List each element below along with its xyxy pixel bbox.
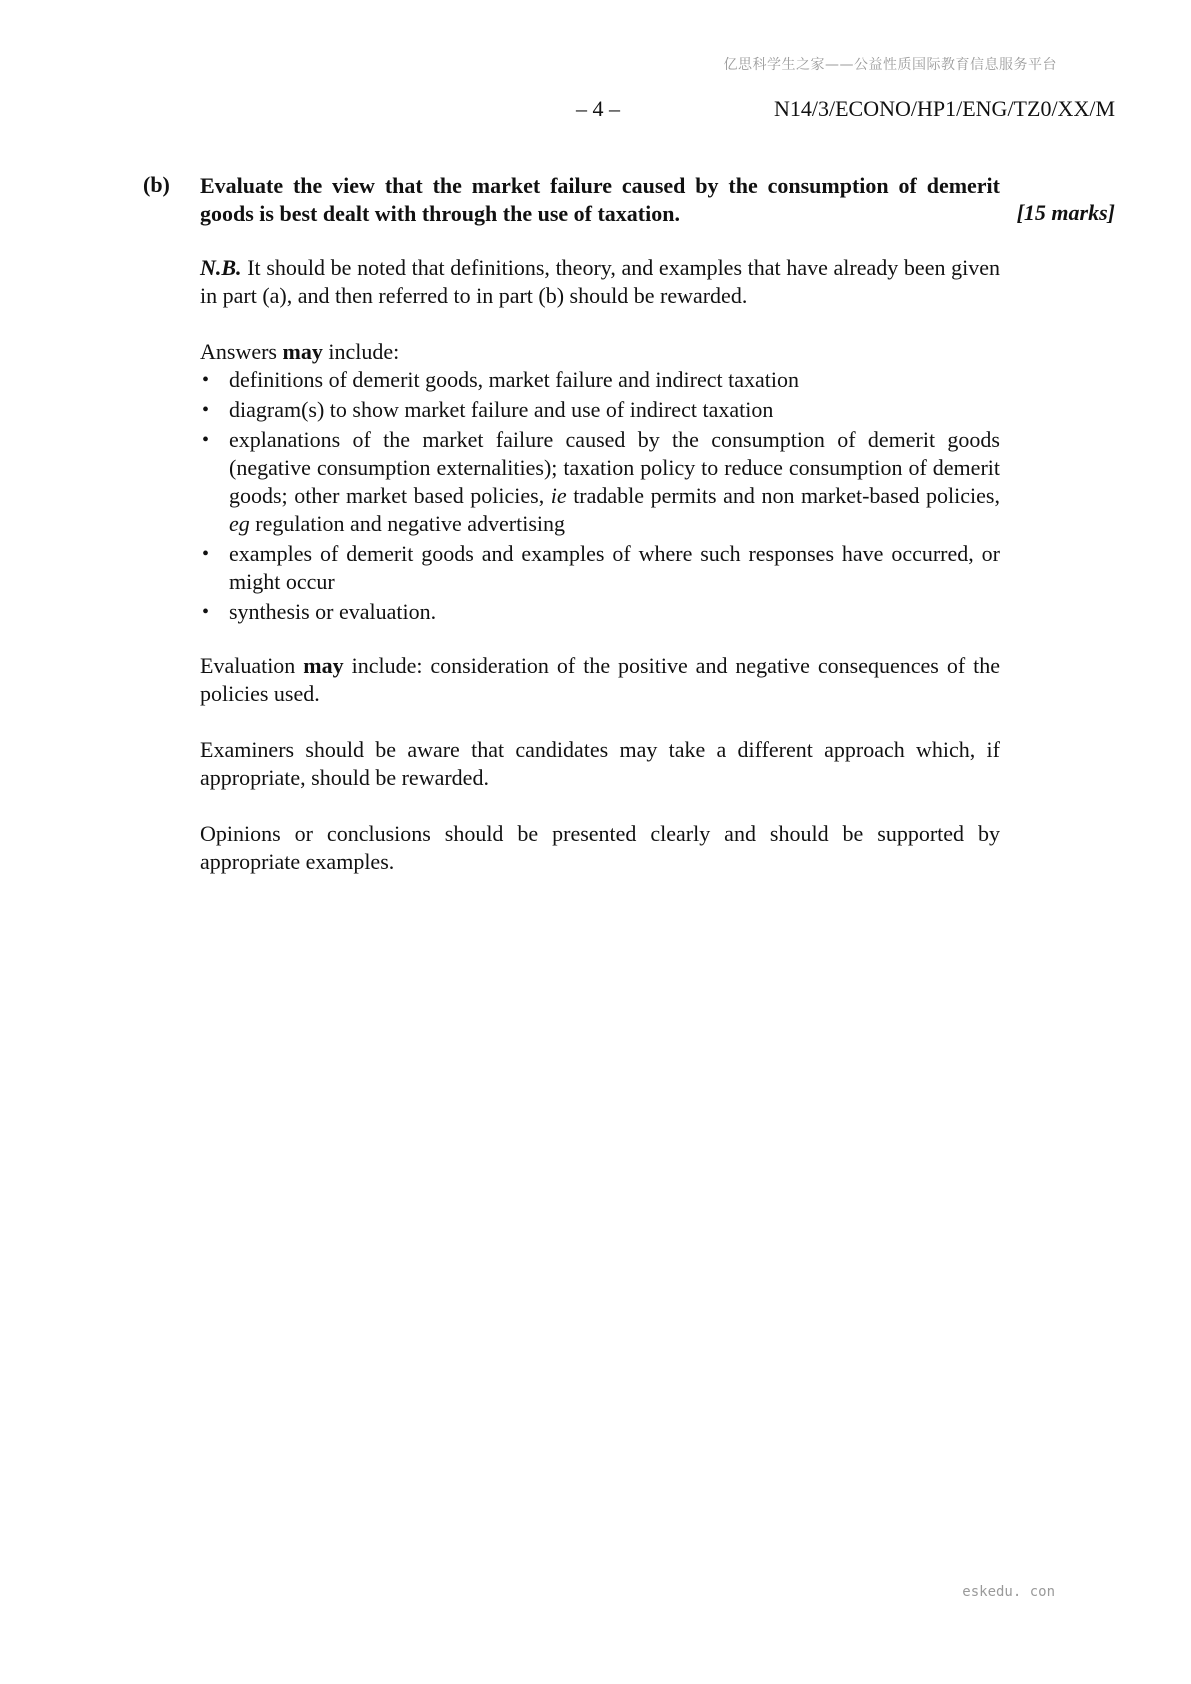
answers-intro: Answers may include: xyxy=(200,339,400,364)
list-item: • definitions of demerit goods, market failure and indirect taxation xyxy=(202,367,799,392)
question-label: (b) xyxy=(143,172,170,197)
marks-label: [15 marks] xyxy=(1016,200,1115,225)
list-item: • explanations of the market failure caused by the consumption of demerit goods (negative consumption externalities); taxation policy to reduce consumption of demerit goods; other market based policies, ie tradable permits and non market-based policies, eg regulation and negative advertising xyxy=(202,427,1000,536)
answers-section xyxy=(200,338,1000,628)
evaluation-paragraph: Evaluation may include: consideration of the positive and negative consequences of the policies used. xyxy=(200,653,1000,706)
bullet-icon: • xyxy=(202,601,210,623)
bullet-icon: • xyxy=(202,429,210,451)
bullet-icon: • xyxy=(202,369,210,391)
list-item: • diagram(s) to show market failure and use of indirect taxation xyxy=(202,397,774,422)
watermark-bottom-text: eskedu. con xyxy=(962,1584,1055,1600)
bullet-icon: • xyxy=(202,543,210,565)
opinions-paragraph: Opinions or conclusions should be presented clearly and should be supported by appropriate examples. xyxy=(200,821,1000,874)
list-item: • synthesis or evaluation. xyxy=(202,599,437,624)
page-number: – 4 – xyxy=(576,96,620,121)
bullet-icon: • xyxy=(202,399,210,421)
watermark-top-text: 亿思科学生之家——公益性质国际教育信息服务平台 xyxy=(723,57,1057,73)
nb-paragraph xyxy=(200,254,1000,310)
question-text: Evaluate the view that the market failure caused by the consumption of demerit goods is best dealt with through the use of taxation. xyxy=(200,173,1000,226)
examiners-paragraph: Examiners should be aware that candidates may take a different approach which, if appropriate, should be rewarded. xyxy=(200,737,1000,790)
nb-label: N.B. xyxy=(200,255,242,280)
document-code: N14/3/ECONO/HP1/ENG/TZ0/XX/M xyxy=(774,96,1115,121)
nb-text: It should be noted that definitions, theory, and examples that have already been given in part (a), and then referred to in part (b) should be rewarded. xyxy=(200,255,1000,308)
answers-bullet-list xyxy=(200,366,1000,626)
list-item: • examples of demerit goods and examples of where such responses have occurred, or might occur xyxy=(202,541,1000,594)
